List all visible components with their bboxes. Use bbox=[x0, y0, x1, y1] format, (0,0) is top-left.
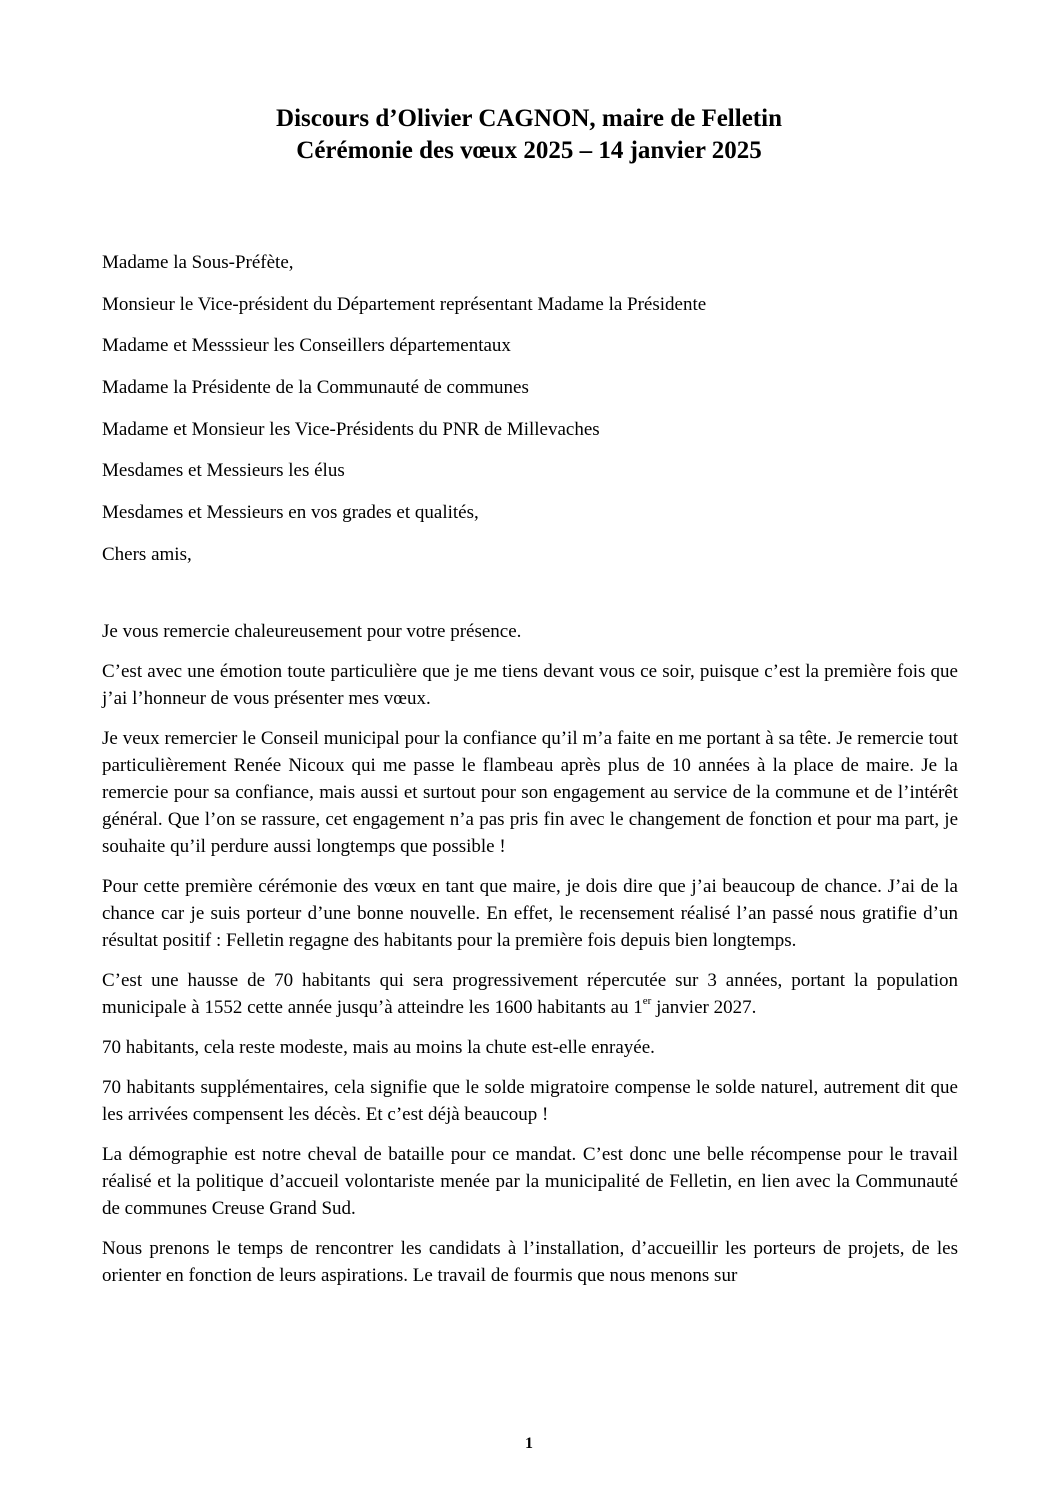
paragraph: Je vous remercie chaleureusement pour votre présence. bbox=[102, 621, 522, 642]
document-title bbox=[100, 103, 958, 167]
paragraph bbox=[102, 967, 958, 1021]
title-line-1: Discours d’Olivier CAGNON, maire de Felletin bbox=[276, 105, 782, 132]
paragraph-text: janvier 2027. bbox=[651, 997, 757, 1018]
paragraph: Nous prenons le temps de rencontrer les candidats à l’installation, d’accueillir les porteurs de projets, de les orienter en fonction de leurs aspirations. Le travail de fourmis que nous menons sur bbox=[102, 1238, 958, 1286]
salutation-line: Madame la Sous-Préfète, bbox=[102, 252, 294, 273]
paragraph: Pour cette première cérémonie des vœux en tant que maire, je dois dire que j’ai beaucoup de chance. J’ai de la chance car je suis porteur d’une bonne nouvelle. En effet, le recensement réalisé l’an passé nous gratifie d’un résultat positif : Felletin regagne des habitants pour la première fois depuis bien longtemps. bbox=[102, 876, 958, 951]
speech-body bbox=[102, 618, 958, 1302]
title-line-2: Cérémonie des vœux 2025 – 14 janvier 2025 bbox=[296, 137, 762, 164]
paragraph: C’est avec une émotion toute particulière que je me tiens devant vous ce soir, puisque c’est la première fois que j’ai l’honneur de vous présenter mes vœux. bbox=[102, 661, 958, 709]
salutation-line: Chers amis, bbox=[102, 543, 192, 565]
paragraph-text: C’est une hausse de 70 habitants qui sera progressivement répercutée sur 3 années, portant la population municipale à 1552 cette année jusqu’à atteindre les 1600 habitants au 1 bbox=[102, 970, 958, 1018]
salutation-list bbox=[102, 252, 962, 586]
salutation-line: Mesdames et Messieurs les élus bbox=[102, 460, 345, 482]
salutation-line: Madame la Présidente de la Communauté de communes bbox=[102, 377, 529, 399]
salutation-line: Madame et Messsieur les Conseillers départementaux bbox=[102, 335, 511, 357]
salutation-line: Madame et Monsieur les Vice-Présidents du PNR de Millevaches bbox=[102, 418, 600, 440]
salutation-line: Monsieur le Vice-président du Département représentant Madame la Présidente bbox=[102, 293, 707, 315]
paragraph: Je veux remercier le Conseil municipal pour la confiance qu’il m’a faite en me portant à sa tête. Je remercie tout particulièrement Renée Nicoux qui me passe le flambeau après plus de 10 années à la place de maire. Je la remercie pour sa confiance, mais aussi et surtout pour son engagement au service de la commune et de l’intérêt général. Que l’on se rassure, cet engagement n’a pas pris fin avec le changement de fonction et pour ma part, je souhaite qu’il perdure aussi longtemps que possible ! bbox=[102, 728, 958, 857]
paragraph: La démographie est notre cheval de bataille pour ce mandat. C’est donc une belle récompense pour le travail réalisé et la politique d’accueil volontariste menée par la municipalité de Felletin, en lien avec la Communauté de communes Creuse Grand Sud. bbox=[102, 1144, 958, 1219]
ordinal-superscript: er bbox=[642, 994, 652, 1007]
paragraph: 70 habitants supplémentaires, cela signifie que le solde migratoire compense le solde naturel, autrement dit que les arrivées compensent les décès. Et c’est déjà beaucoup ! bbox=[102, 1077, 958, 1125]
page-number: 1 bbox=[525, 1435, 533, 1452]
salutation-line: Mesdames et Messieurs en vos grades et qualités, bbox=[102, 502, 479, 524]
paragraph: 70 habitants, cela reste modeste, mais au moins la chute est-elle enrayée. bbox=[102, 1037, 655, 1058]
